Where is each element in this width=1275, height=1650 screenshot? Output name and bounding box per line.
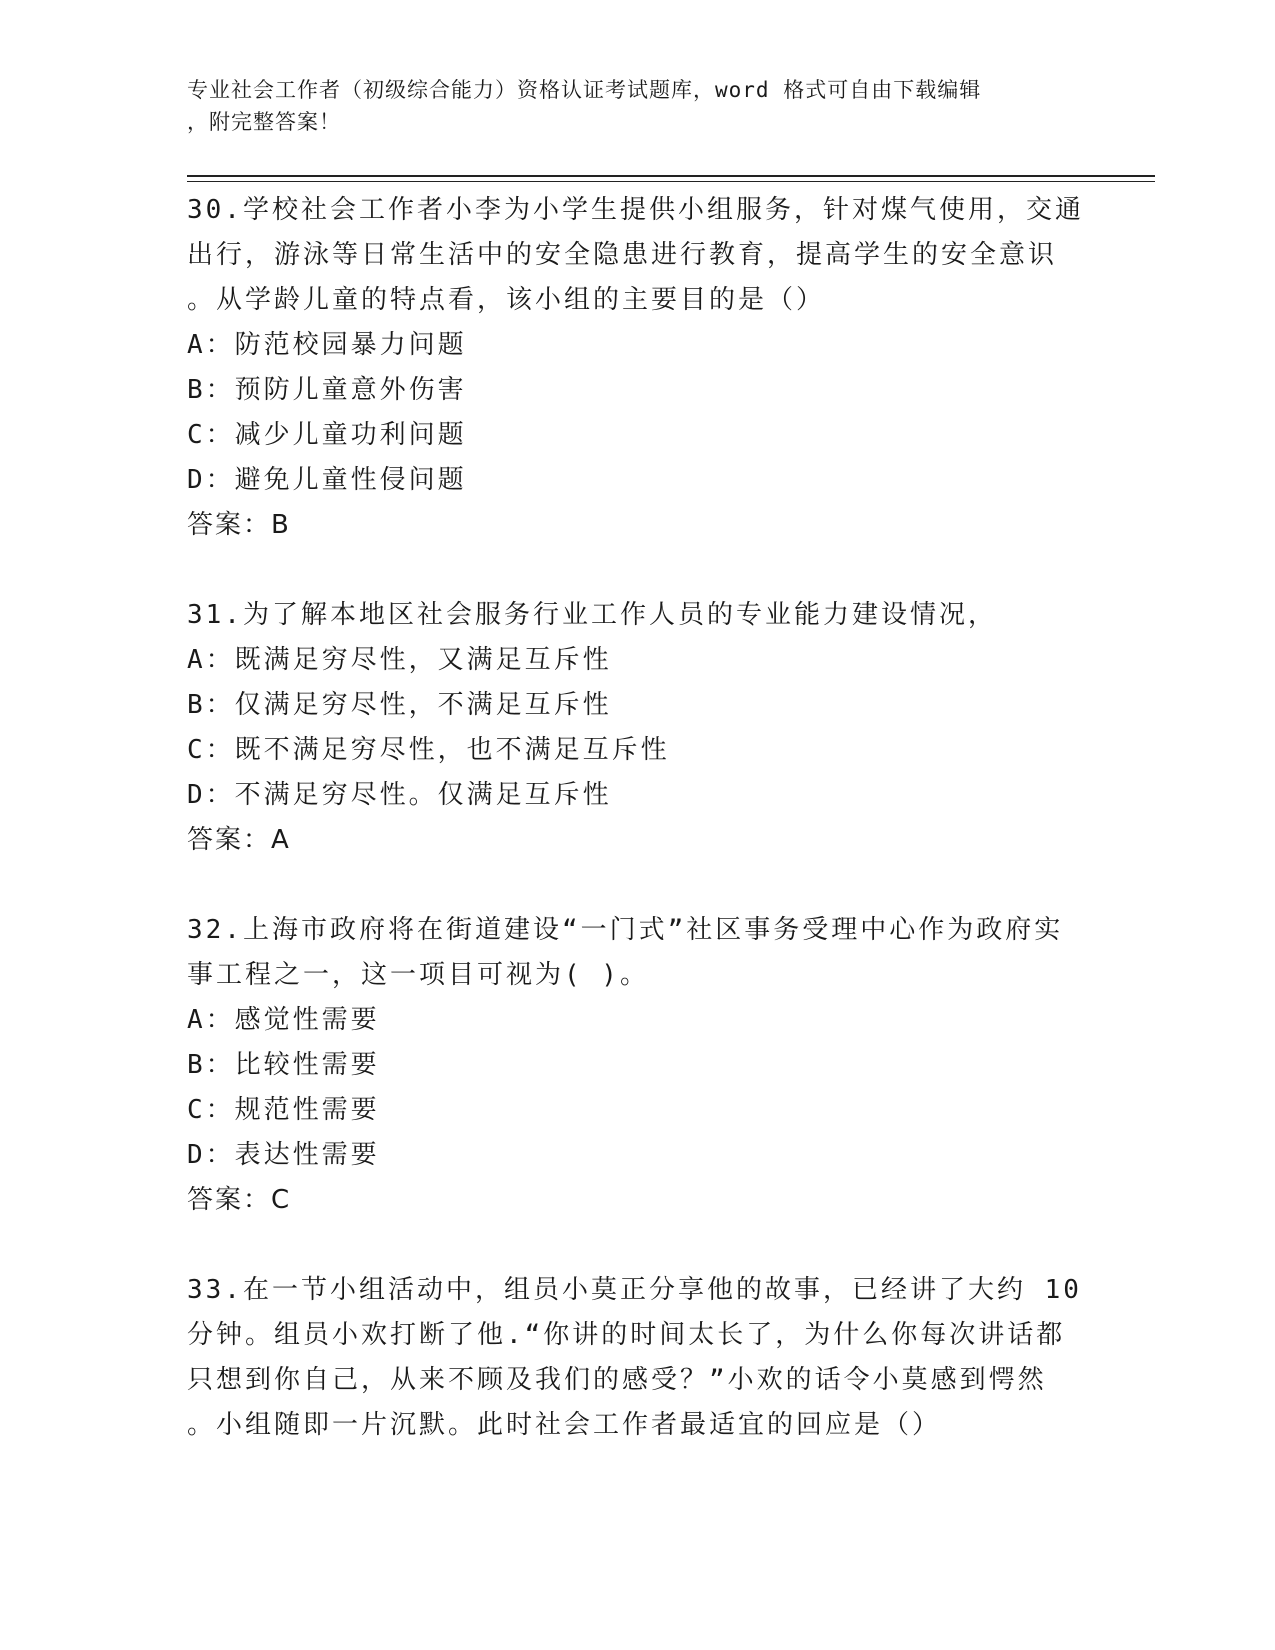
question-stem-line: 。从学龄儿童的特点看，该小组的主要目的是（）	[187, 285, 826, 315]
document-header	[187, 74, 1057, 138]
header-divider-thick	[187, 175, 1155, 177]
question-stem-line: 事工程之一，这一项目可视为( )。	[187, 960, 649, 990]
answer-label: 答案：B	[187, 510, 291, 540]
option-b: B：仅满足穷尽性，不满足互斥性	[187, 690, 612, 720]
option-a: A：既满足穷尽性，又满足互斥性	[187, 645, 612, 675]
header-line-2: ，附完整答案！	[187, 110, 341, 134]
option-d: D：不满足穷尽性。仅满足互斥性	[187, 780, 612, 810]
question-stem-line: 32.上海市政府将在街道建设“一门式”社区事务受理中心作为政府实	[187, 915, 1064, 945]
question-31	[187, 593, 1087, 863]
question-stem-line: 只想到你自己，从来不顾及我们的感受？”小欢的话令小莫感到愕然	[187, 1365, 1047, 1395]
header-divider-thin	[187, 181, 1155, 182]
question-stem-line: 30.学校社会工作者小李为小学生提供小组服务，针对煤气使用，交通	[187, 195, 1084, 225]
option-d: D：避免儿童性侵问题	[187, 465, 467, 495]
question-30	[187, 188, 1087, 548]
header-line-1: 专业社会工作者（初级综合能力）资格认证考试题库，word 格式可自由下载编辑	[187, 78, 982, 102]
question-33	[187, 1268, 1087, 1448]
option-c: C：既不满足穷尽性，也不满足互斥性	[187, 735, 670, 765]
answer-label: 答案：C	[187, 1185, 292, 1215]
question-stem-line: 分钟。组员小欢打断了他.“你讲的时间太长了，为什么你每次讲话都	[187, 1320, 1066, 1350]
question-32	[187, 908, 1087, 1223]
option-b: B：预防儿童意外伤害	[187, 375, 467, 405]
option-a: A：感觉性需要	[187, 1005, 380, 1035]
question-list	[187, 188, 1087, 1493]
option-a: A：防范校园暴力问题	[187, 330, 467, 360]
question-stem-line: 出行，游泳等日常生活中的安全隐患进行教育，提高学生的安全意识	[187, 240, 1058, 270]
question-stem-line: 。小组随即一片沉默。此时社会工作者最适宜的回应是（）	[187, 1410, 942, 1440]
option-c: C：减少儿童功利问题	[187, 420, 467, 450]
option-b: B：比较性需要	[187, 1050, 380, 1080]
question-stem-line: 33.在一节小组活动中，组员小莫正分享他的故事，已经讲了大约 10	[187, 1275, 1082, 1305]
question-stem-line: 31.为了解本地区社会服务行业工作人员的专业能力建设情况，	[187, 600, 997, 630]
option-d: D：表达性需要	[187, 1140, 380, 1170]
answer-label: 答案：A	[187, 825, 291, 855]
option-c: C：规范性需要	[187, 1095, 380, 1125]
